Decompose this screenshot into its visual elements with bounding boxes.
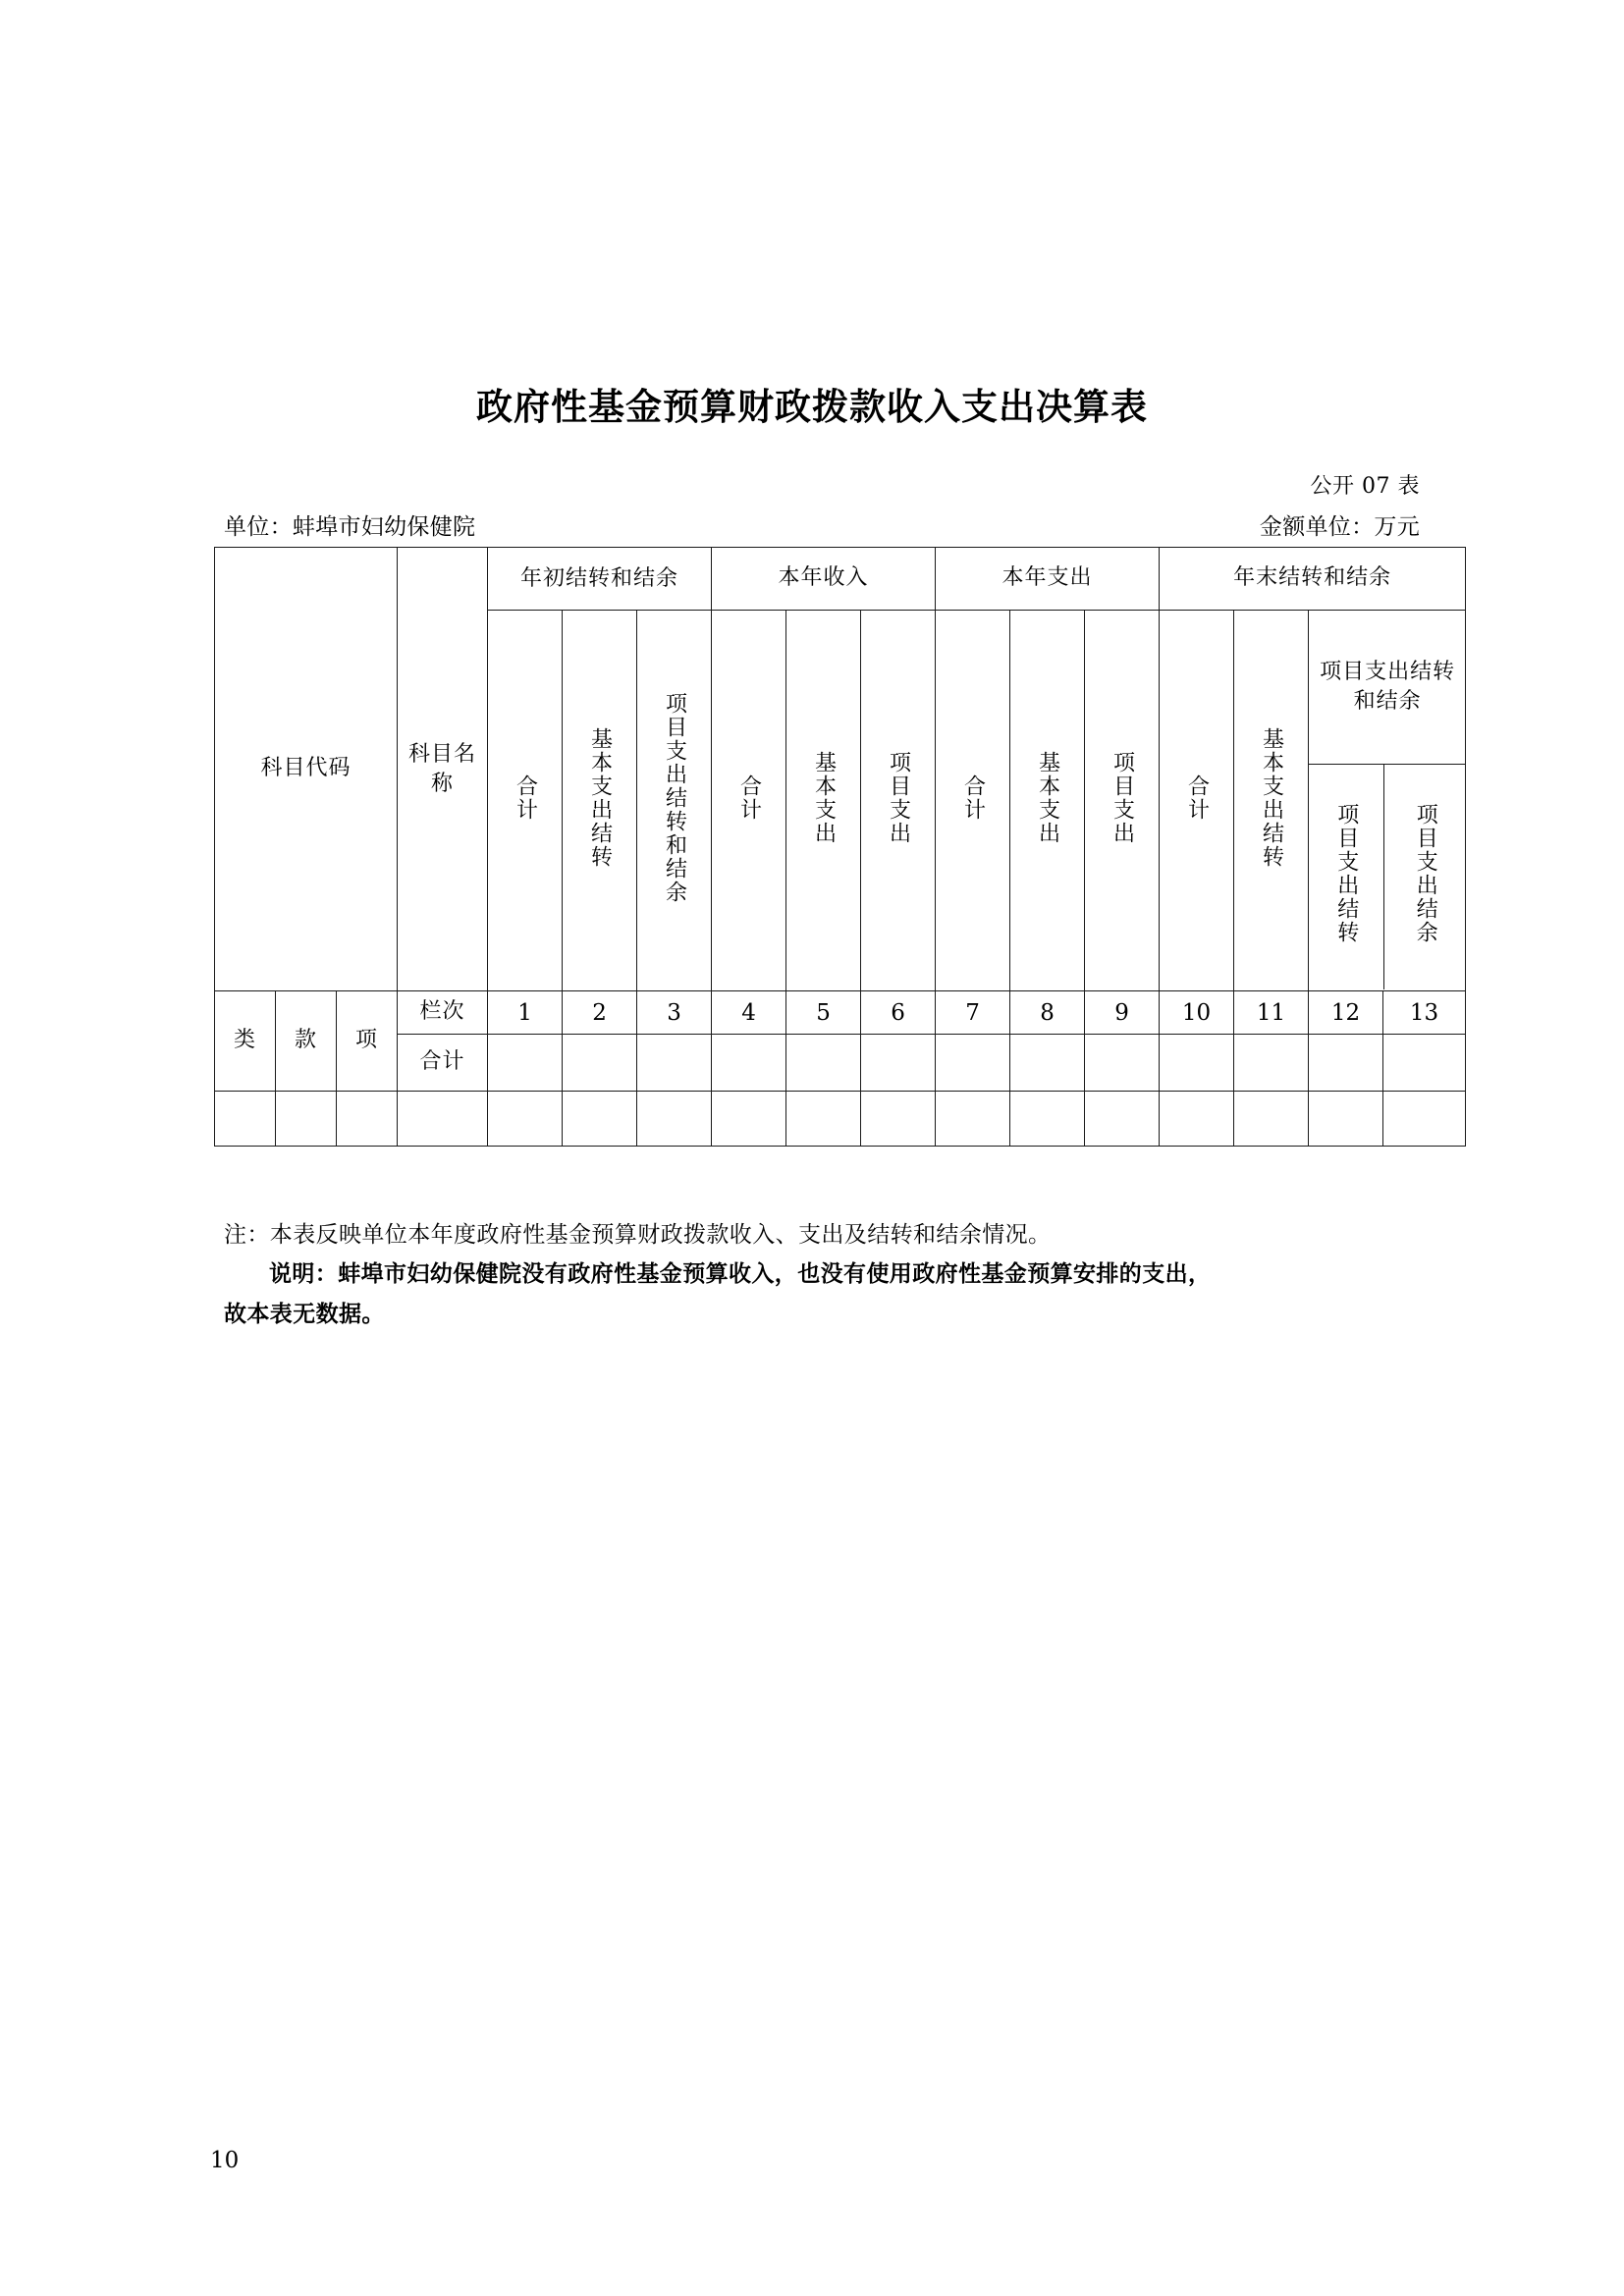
table-explanation — [224, 1255, 1430, 1334]
data-cell-value[interactable] — [488, 1092, 563, 1147]
header-closing-project-surplus — [1383, 764, 1466, 989]
header-closing-basic-carryover — [1234, 611, 1309, 991]
header-income-basic-label: 基本支出 — [811, 750, 837, 845]
header-subject-name — [398, 548, 488, 991]
column-number-cell: 5 — [786, 991, 861, 1035]
header-expenditure-basic-label: 基本支出 — [1035, 750, 1060, 845]
header-group-year-expenditure — [936, 548, 1160, 611]
data-cell-value[interactable] — [563, 1092, 637, 1147]
header-opening-total-label: 合计 — [513, 774, 538, 822]
data-cell-xiang[interactable] — [337, 1092, 398, 1147]
header-lanci-label: 栏次 — [419, 999, 465, 1025]
header-opening-total — [488, 611, 563, 991]
header-closing-basic-carryover-label: 基本支出结转 — [1259, 726, 1284, 869]
total-row-value[interactable] — [563, 1035, 637, 1092]
data-cell-value[interactable] — [861, 1092, 936, 1147]
header-closing-project-nested — [1309, 611, 1466, 991]
header-row-column-numbers — [215, 991, 1466, 1035]
data-cell-kuan[interactable] — [276, 1092, 337, 1147]
header-closing-total-label: 合计 — [1184, 774, 1210, 822]
total-row-value[interactable] — [1160, 1035, 1234, 1092]
header-group-closing-balance-label: 年末结转和结余 — [1233, 565, 1392, 591]
header-opening-basic-carryover — [563, 611, 637, 991]
header-expenditure-total — [936, 611, 1010, 991]
amount-unit-label: 金额单位：万元 — [1259, 514, 1420, 540]
header-closing-total — [1160, 611, 1234, 991]
header-code-kuan — [276, 991, 337, 1092]
data-cell-value[interactable] — [1085, 1092, 1160, 1147]
header-code-xiang-label: 项 — [355, 1028, 379, 1053]
header-income-project-label: 项目支出 — [886, 750, 911, 845]
total-row-label-cell — [398, 1035, 488, 1092]
column-number-cell: 2 — [563, 991, 637, 1035]
total-row-value[interactable] — [786, 1035, 861, 1092]
data-cell-value[interactable] — [1010, 1092, 1085, 1147]
column-number-cell: 11 — [1234, 991, 1309, 1035]
data-cell-value[interactable] — [1160, 1092, 1234, 1147]
header-group-opening-balance-label: 年初结转和结余 — [520, 565, 679, 591]
header-code-lei-label: 类 — [233, 1028, 256, 1053]
budget-decision-table — [214, 547, 1466, 1147]
column-number-cell: 3 — [637, 991, 712, 1035]
header-expenditure-basic — [1010, 611, 1085, 991]
header-income-project — [861, 611, 936, 991]
page-number: 10 — [210, 2148, 240, 2173]
header-expenditure-project-label: 项目支出 — [1110, 750, 1135, 845]
data-cell-lei[interactable] — [215, 1092, 276, 1147]
column-number-cell: 7 — [936, 991, 1010, 1035]
data-cell-subject-name[interactable] — [398, 1092, 488, 1147]
header-row-groups — [215, 548, 1466, 611]
data-cell-value[interactable] — [1234, 1092, 1309, 1147]
header-group-year-income — [712, 548, 936, 611]
table-row — [215, 1092, 1466, 1147]
table-explanation-line2: 故本表无数据。 — [224, 1301, 385, 1327]
total-row-value[interactable] — [712, 1035, 786, 1092]
header-code-lei — [215, 991, 276, 1092]
table-note: 注：本表反映单位本年度政府性基金预算财政拨款收入、支出及结转和结余情况。 — [224, 1222, 1052, 1248]
total-row-value[interactable] — [1309, 1035, 1383, 1092]
data-cell-value[interactable] — [1383, 1092, 1466, 1147]
header-opening-basic-carryover-label: 基本支出结转 — [587, 726, 613, 869]
header-group-year-income-label: 本年收入 — [778, 565, 869, 591]
header-subject-code-label: 科目代码 — [260, 756, 352, 781]
data-cell-value[interactable] — [637, 1092, 712, 1147]
column-number-cell: 4 — [712, 991, 786, 1035]
column-number-cell: 10 — [1160, 991, 1234, 1035]
header-opening-project-carryover-surplus — [637, 611, 712, 991]
column-number-cell: 1 — [488, 991, 563, 1035]
header-income-total — [712, 611, 786, 991]
total-row-value[interactable] — [1010, 1035, 1085, 1092]
total-row-value[interactable] — [637, 1035, 712, 1092]
header-closing-project-carryover — [1309, 764, 1383, 989]
header-closing-project-surplus-label: 项目支出结余 — [1413, 803, 1438, 945]
header-income-basic — [786, 611, 861, 991]
column-number-cell: 12 — [1309, 991, 1383, 1035]
header-subject-code — [215, 548, 398, 991]
total-row-value[interactable] — [1085, 1035, 1160, 1092]
total-row-value[interactable] — [936, 1035, 1010, 1092]
header-expenditure-total-label: 合计 — [960, 774, 986, 822]
header-lanci — [398, 991, 488, 1035]
header-group-opening-balance — [488, 548, 712, 611]
total-row-value[interactable] — [861, 1035, 936, 1092]
header-closing-project-parent — [1309, 611, 1466, 764]
column-number-cell: 9 — [1085, 991, 1160, 1035]
header-expenditure-project — [1085, 611, 1160, 991]
header-income-total-label: 合计 — [736, 774, 762, 822]
header-opening-project-carryover-surplus-label: 项目支出结转和结余 — [662, 691, 687, 904]
data-cell-value[interactable] — [712, 1092, 786, 1147]
header-group-year-expenditure-label: 本年支出 — [1001, 565, 1093, 591]
form-number-label: 公开 07 表 — [1310, 474, 1420, 499]
total-row-label: 合计 — [419, 1049, 465, 1075]
table-explanation-line1: 说明：蚌埠市妇幼保健院没有政府性基金预算收入，也没有使用政府性基金预算安排的支出， — [269, 1261, 1212, 1288]
header-code-kuan-label: 款 — [294, 1028, 317, 1053]
table-meta-row — [224, 508, 1420, 541]
header-group-closing-balance — [1160, 548, 1466, 611]
header-code-xiang — [337, 991, 398, 1092]
data-cell-value[interactable] — [786, 1092, 861, 1147]
header-closing-project-carryover-label: 项目支出结转 — [1333, 803, 1359, 945]
unit-label: 单位：蚌埠市妇幼保健院 — [224, 514, 476, 540]
page-title: 政府性基金预算财政拨款收入支出决算表 — [476, 386, 1148, 428]
financial-table-wrapper — [214, 547, 1456, 1147]
data-cell-value[interactable] — [936, 1092, 1010, 1147]
column-number-cell: 13 — [1383, 991, 1466, 1035]
data-cell-value[interactable] — [1309, 1092, 1383, 1147]
total-row-value[interactable] — [1383, 1035, 1466, 1092]
column-number-cell: 6 — [861, 991, 936, 1035]
header-closing-project-parent-label: 项目支出结转和结余 — [1320, 660, 1456, 714]
total-row-value[interactable] — [1234, 1035, 1309, 1092]
notes-block — [224, 1215, 1430, 1334]
header-subject-name-label: 科目名称 — [408, 741, 477, 796]
column-number-cell: 8 — [1010, 991, 1085, 1035]
total-row-value[interactable] — [488, 1035, 563, 1092]
total-row — [215, 1035, 1466, 1092]
